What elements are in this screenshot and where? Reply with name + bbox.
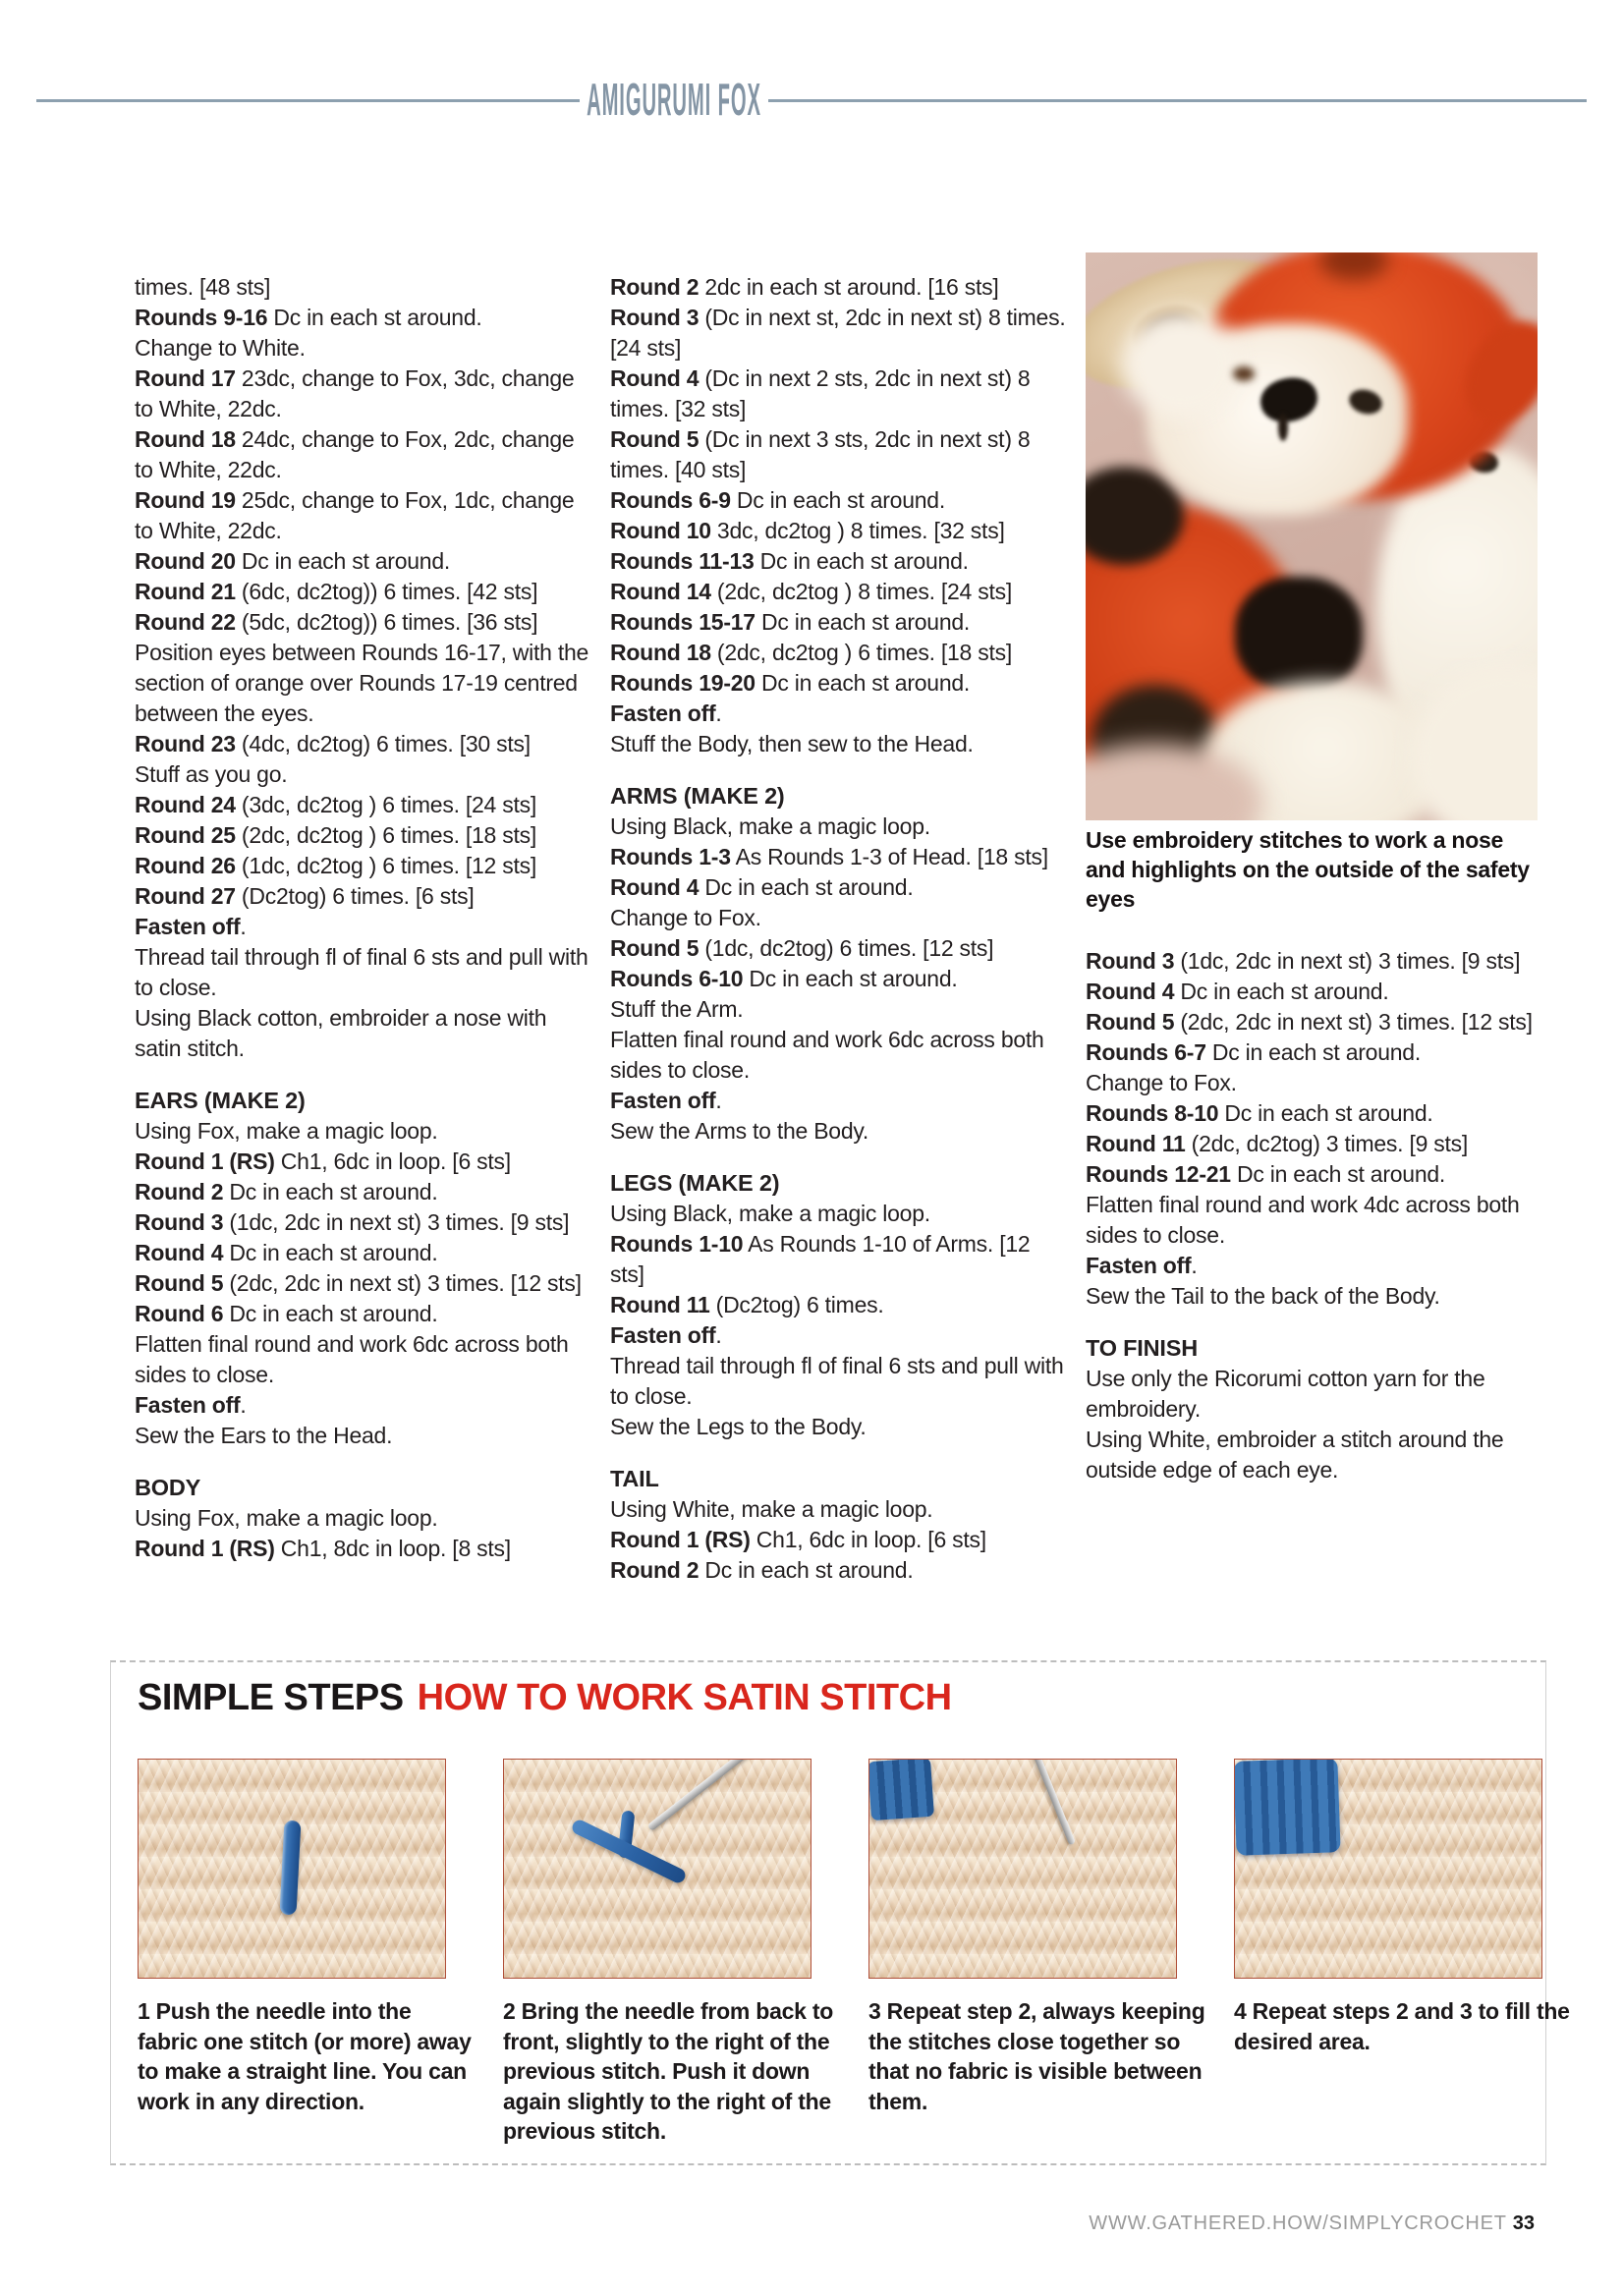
round-label: Round 4 [135,1240,224,1265]
footer-url: WWW.GATHERED.HOW/SIMPLYCROCHET [1089,2212,1507,2234]
pattern-paragraph: Use only the Ricorumi cotton yarn for the embroidery. [1086,1366,1485,1422]
round-label: Fasten off [135,914,241,939]
simple-steps-heading: HOW TO WORK SATIN STITCH [417,1677,952,1718]
blue-filled-patch [1234,1759,1341,1856]
round-label: Fasten off [610,1088,716,1113]
pattern-paragraph: Using Black cotton, embroider a nose with satin stitch. [135,1005,547,1061]
step-photo-2 [503,1759,812,1979]
pattern-paragraph: Rounds 6-9 Dc in each st around. [610,487,945,513]
pattern-paragraph: Fasten off. [610,700,722,726]
round-label: Round 18 [610,640,711,665]
pattern-paragraph: Fasten off. [610,1322,722,1348]
round-label: Round 17 [135,365,236,391]
pattern-paragraph: Round 4 Dc in each st around. [1086,979,1389,1004]
section-gap [610,1147,1066,1168]
round-label: Rounds 6-9 [610,487,731,513]
pattern-paragraph: Rounds 1-10 As Rounds 1-10 of Arms. [12 sts] [610,1231,1031,1287]
pattern-paragraph: Thread tail through fl of final 6 sts and pull with to close. [135,944,588,1000]
pattern-paragraph: Sew the Arms to the Body. [610,1118,869,1144]
fox-toy-photo [1086,252,1538,820]
pattern-paragraph: Round 19 25dc, change to Fox, 1dc, change to White, 22dc. [135,487,575,543]
section-gap [135,1064,590,1086]
pattern-paragraph: Round 4 Dc in each st around. [610,874,914,900]
pattern-paragraph: Fasten off. [135,914,247,939]
pattern-paragraph: Flatten final round and work 4dc across both sides to close. [1086,1192,1520,1248]
round-label: Round 18 [135,426,236,452]
section-heading: EARS (MAKE 2) [135,1088,306,1113]
pattern-paragraph: Round 26 (1dc, dc2tog ) 6 times. [12 sts] [135,853,536,878]
pattern-paragraph: Stuff the Arm. [610,996,744,1022]
round-label: Round 27 [135,883,236,909]
pattern-paragraph: Round 4 (Dc in next 2 sts, 2dc in next st) 8 times. [32 sts] [610,365,1031,421]
pattern-paragraph: Rounds 11-13 Dc in each st around. [610,548,969,574]
pattern-paragraph: Using White, embroider a stitch around the outside edge of each eye. [1086,1427,1504,1483]
blue-stitch-patch [868,1759,934,1820]
pattern-paragraph: Round 27 (Dc2tog) 6 times. [6 sts] [135,883,475,909]
round-label: Round 2 [610,1557,700,1583]
round-label: Round 4 [1086,979,1175,1004]
round-label: Round 22 [135,609,236,635]
round-label: Round 5 [610,426,700,452]
pattern-paragraph: Rounds 6-10 Dc in each st around. [610,966,958,991]
pattern-paragraph: Round 18 24dc, change to Fox, 2dc, change to White, 22dc. [135,426,575,482]
pattern-paragraph: Fasten off. [610,1088,722,1113]
round-label: Rounds 1-3 [610,844,731,869]
pattern-column-3 [1086,946,1541,1485]
pattern-paragraph: Round 14 (2dc, dc2tog ) 8 times. [24 sts] [610,579,1012,604]
round-label: Round 2 [610,274,700,300]
step-caption-2: 2 Bring the needle from back to front, slightly to the right of the previous stitch. Push it down again slightly to the right of the previous stitch. [503,1998,834,2144]
page-footer [884,2212,1535,2235]
round-label: Round 2 [135,1179,224,1204]
pattern-paragraph: Thread tail through fl of final 6 sts and pull with to close. [610,1353,1064,1409]
round-label: Rounds 1-10 [610,1231,744,1257]
step-caption-3: 3 Repeat step 2, always keeping the stitches close together so that no fabric is visible between them. [868,1998,1205,2114]
pattern-paragraph: Round 4 Dc in each st around. [135,1240,438,1265]
section-gap [610,1442,1066,1464]
round-label: Rounds 8-10 [1086,1100,1219,1126]
pattern-paragraph: Position eyes between Rounds 16-17, with the section of orange over Rounds 17-19 centred between the eyes. [135,640,589,726]
section-gap [1086,1312,1541,1333]
pattern-paragraph: Round 18 (2dc, dc2tog ) 6 times. [18 sts] [610,640,1012,665]
round-label: Fasten off [610,700,716,726]
step-caption-1: 1 Push the needle into the fabric one stitch (or more) away to make a straight line. You can work in any direction. [138,1998,472,2114]
round-label: Round 24 [135,792,236,817]
pattern-paragraph: Round 10 3dc, dc2tog ) 8 times. [32 sts] [610,518,1005,543]
pattern-paragraph: Fasten off. [135,1392,247,1418]
section-heading: LEGS (MAKE 2) [610,1170,780,1196]
pattern-paragraph: Change to Fox. [610,905,761,930]
pattern-paragraph: Rounds 19-20 Dc in each st around. [610,670,971,696]
round-label: Round 5 [610,935,700,961]
pattern-paragraph: Round 5 (2dc, 2dc in next st) 3 times. [12 sts] [1086,1009,1533,1035]
section-heading: BODY [135,1475,201,1500]
pattern-paragraph: Fasten off. [1086,1253,1198,1278]
pattern-paragraph: Stuff the Body, then sew to the Head. [610,731,974,756]
round-label: Round 1 (RS) [135,1148,275,1174]
pattern-column-1 [135,272,590,1564]
header-rule-left [36,99,580,102]
round-label: Round 4 [610,365,700,391]
pattern-paragraph: Round 5 (1dc, dc2tog) 6 times. [12 sts] [610,935,994,961]
pattern-paragraph: Round 2 Dc in each st around. [135,1179,438,1204]
pattern-paragraph: Stuff as you go. [135,761,288,787]
pattern-paragraph: Round 2 2dc in each st around. [16 sts] [610,274,999,300]
simple-steps-label: SIMPLE STEPS [138,1677,404,1718]
round-label: Round 26 [135,853,236,878]
pattern-paragraph: Flatten final round and work 6dc across both sides to close. [135,1331,569,1387]
pattern-paragraph: Rounds 6-7 Dc in each st around. [1086,1039,1421,1065]
header-rule-right [768,99,1587,102]
pattern-paragraph: Round 6 Dc in each st around. [135,1301,438,1326]
fox-paw [1235,577,1363,693]
pattern-paragraph: Sew the Ears to the Head. [135,1423,393,1448]
pattern-paragraph: Round 24 (3dc, dc2tog ) 6 times. [24 sts] [135,792,536,817]
needle-icon [647,1759,784,1831]
pattern-paragraph: Rounds 15-17 Dc in each st around. [610,609,971,635]
round-label: Round 3 [135,1209,224,1235]
pattern-paragraph: Using Fox, make a magic loop. [135,1118,438,1144]
round-label: Fasten off [1086,1253,1192,1278]
pattern-paragraph: Round 3 (1dc, 2dc in next st) 3 times. [9 sts] [135,1209,570,1235]
round-label: Round 1 (RS) [135,1536,275,1561]
pattern-paragraph: Using Black, make a magic loop. [610,1201,930,1226]
section-heading: TO FINISH [1086,1335,1198,1361]
pattern-paragraph: Round 5 (2dc, 2dc in next st) 3 times. [12 sts] [135,1270,582,1296]
round-label: Fasten off [135,1392,241,1418]
section-heading: ARMS (MAKE 2) [610,783,785,809]
pattern-paragraph: Round 20 Dc in each st around. [135,548,451,574]
round-label: Round 3 [610,305,700,330]
round-label: Rounds 6-10 [610,966,744,991]
pattern-paragraph: Round 11 (2dc, dc2tog) 3 times. [9 sts] [1086,1131,1469,1156]
round-label: Round 1 (RS) [610,1527,751,1552]
round-label: Round 14 [610,579,711,604]
round-label: Round 23 [135,731,236,756]
section-gap [610,759,1066,781]
round-label: Rounds 19-20 [610,670,756,696]
round-label: Round 6 [135,1301,224,1326]
round-label: Round 3 [1086,948,1175,974]
pattern-paragraph: Round 22 (5dc, dc2tog)) 6 times. [36 sts] [135,609,538,635]
pattern-paragraph: Rounds 12-21 Dc in each st around. [1086,1161,1446,1187]
pattern-paragraph: Rounds 8-10 Dc in each st around. [1086,1100,1433,1126]
page-title: AMIGURUMI FOX [587,74,761,125]
pattern-paragraph: Round 21 (6dc, dc2tog)) 6 times. [42 sts] [135,579,538,604]
round-label: Round 19 [135,487,236,513]
pattern-paragraph: Round 23 (4dc, dc2tog) 6 times. [30 sts] [135,731,531,756]
round-label: Round 20 [135,548,236,574]
step-caption-4: 4 Repeat steps 2 and 3 to fill the desired area. [1234,1998,1570,2054]
pattern-paragraph: Round 1 (RS) Ch1, 8dc in loop. [8 sts] [135,1536,511,1561]
pattern-paragraph: Change to Fox. [1086,1070,1237,1095]
pattern-paragraph: Flatten final round and work 6dc across both sides to close. [610,1027,1044,1083]
pattern-paragraph: Using Fox, make a magic loop. [135,1505,438,1531]
pattern-paragraph: Round 17 23dc, change to Fox, 3dc, change to White, 22dc. [135,365,575,421]
section-gap [135,1451,590,1473]
pattern-paragraph: Round 1 (RS) Ch1, 6dc in loop. [6 sts] [610,1527,986,1552]
pattern-paragraph: times. [48 sts] [135,274,271,300]
step-photo-3 [868,1759,1177,1979]
pattern-paragraph: Using Black, make a magic loop. [610,813,930,839]
pattern-paragraph: Round 25 (2dc, dc2tog ) 6 times. [18 sts] [135,822,536,848]
round-label: Rounds 6-7 [1086,1039,1206,1065]
pattern-paragraph: Round 2 Dc in each st around. [610,1557,914,1583]
round-label: Fasten off [610,1322,716,1348]
blue-stitch [279,1820,301,1916]
pattern-column-2 [610,272,1066,1586]
pattern-paragraph: Sew the Tail to the back of the Body. [1086,1283,1440,1309]
fox-eye-left [1233,366,1255,381]
pattern-paragraph: Round 5 (Dc in next 3 sts, 2dc in next st) 8 times. [40 sts] [610,426,1031,482]
photo-caption: Use embroidery stitches to work a nose and highlights on the outside of the safety eyes [1086,827,1530,912]
pattern-paragraph: Round 1 (RS) Ch1, 6dc in loop. [6 sts] [135,1148,511,1174]
round-label: Rounds 12-21 [1086,1161,1231,1187]
fox-cheek [1121,309,1239,418]
step-photo-1 [138,1759,446,1979]
pattern-paragraph: Round 3 (1dc, 2dc in next st) 3 times. [9 sts] [1086,948,1521,974]
simple-steps-title [138,1676,952,1719]
section-heading: TAIL [610,1466,659,1491]
round-label: Round 4 [610,874,700,900]
round-label: Round 5 [135,1270,224,1296]
round-label: Round 21 [135,579,236,604]
round-label: Round 11 [1086,1131,1186,1156]
pattern-paragraph: Sew the Legs to the Body. [610,1414,867,1439]
round-label: Rounds 9-16 [135,305,268,330]
step-photo-4 [1234,1759,1542,1979]
page-number: 33 [1512,2212,1535,2234]
round-label: Round 10 [610,518,711,543]
pattern-paragraph: Round 11 (Dc2tog) 6 times. [610,1292,884,1317]
pattern-paragraph: Using White, make a magic loop. [610,1496,933,1522]
needle-icon [1022,1759,1076,1845]
fox-nose-thread [1278,414,1288,441]
round-label: Rounds 15-17 [610,609,756,635]
round-label: Round 5 [1086,1009,1175,1035]
pattern-paragraph: Change to White. [135,335,306,361]
round-label: Rounds 11-13 [610,548,755,574]
round-label: Round 11 [610,1292,710,1317]
pattern-paragraph: Round 3 (Dc in next st, 2dc in next st) 8 times. [24 sts] [610,305,1066,361]
round-label: Round 25 [135,822,236,848]
pattern-paragraph: Rounds 1-3 As Rounds 1-3 of Head. [18 sts] [610,844,1048,869]
pattern-paragraph: Rounds 9-16 Dc in each st around. [135,305,482,330]
